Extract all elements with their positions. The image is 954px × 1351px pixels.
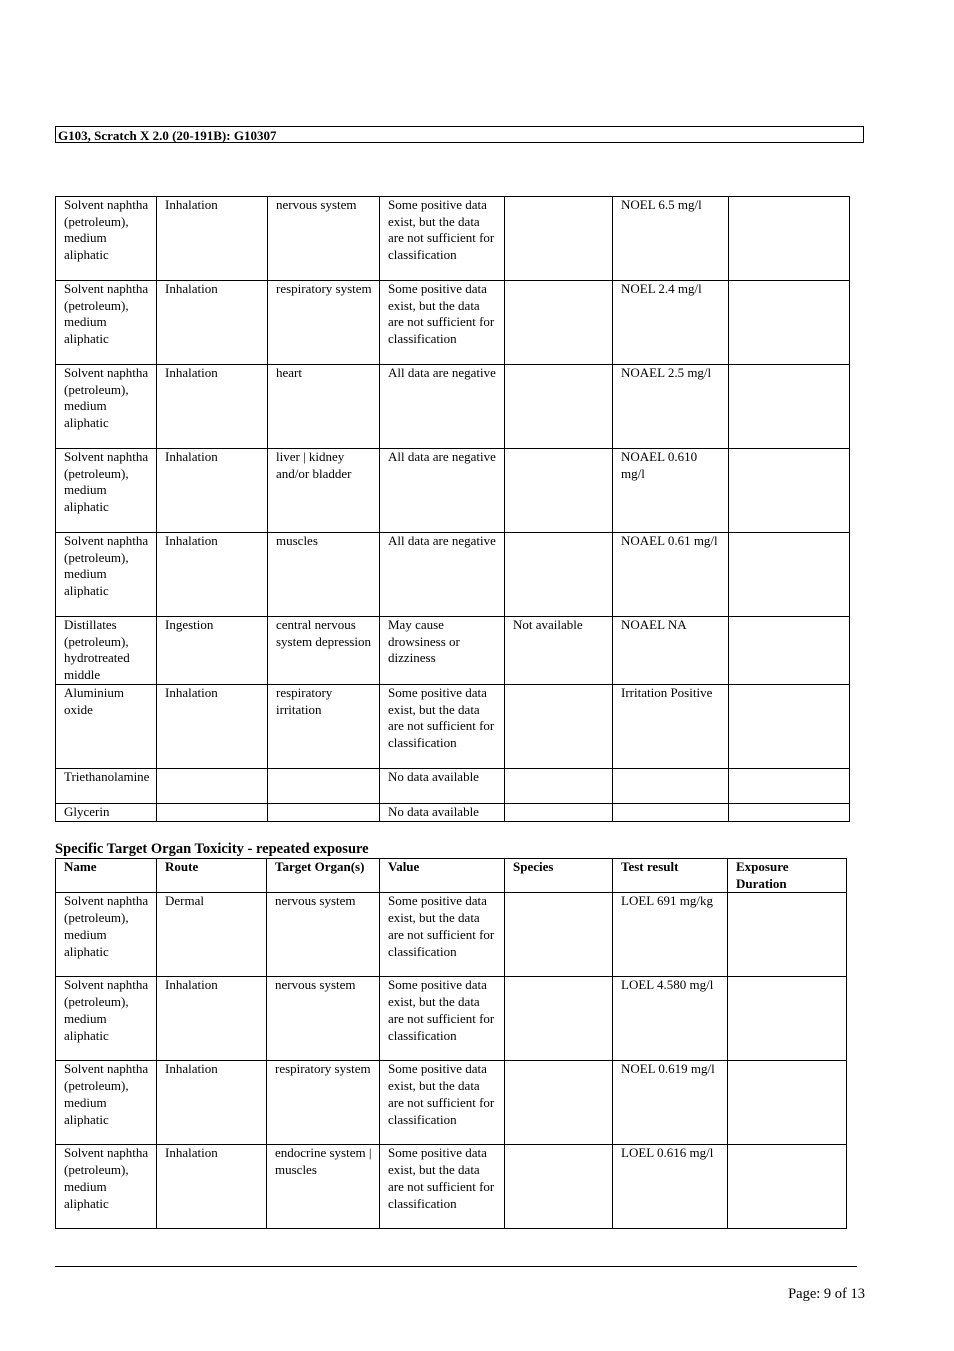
table-row: [56, 768, 850, 803]
cell-duration: [729, 449, 850, 533]
table-row: [56, 449, 850, 533]
col-header-exposure-duration: Exposure Duration: [728, 859, 847, 893]
table-row: [56, 1145, 847, 1229]
cell-duration: [728, 1145, 847, 1229]
cell-duration: [728, 893, 847, 977]
cell-name: Solvent naphtha (petroleum), medium aliphatic: [56, 365, 157, 449]
cell-organ: central nervous system depression: [268, 617, 380, 685]
table-row: [56, 533, 850, 617]
table-row: [56, 893, 847, 977]
col-header-test-result: Test result: [613, 859, 728, 893]
cell-route: Inhalation: [157, 684, 268, 768]
cell-value: All data are negative: [380, 365, 505, 449]
cell-species: [505, 684, 613, 768]
cell-organ: [268, 768, 380, 803]
col-header-route: Route: [157, 859, 267, 893]
col-header-species: Species: [505, 859, 613, 893]
document-header: G103, Scratch X 2.0 (20-191B): G10307: [55, 126, 864, 143]
cell-species: [505, 1061, 613, 1145]
cell-name: Solvent naphtha (petroleum), medium aliphatic: [56, 1145, 157, 1229]
cell-route: Inhalation: [157, 197, 268, 281]
cell-name: Aluminium oxide: [56, 684, 157, 768]
table-row: [56, 684, 850, 768]
repeated-exposure-title: Specific Target Organ Toxicity - repeated exposure: [55, 841, 369, 857]
cell-organ: respiratory system: [267, 1061, 380, 1145]
cell-name: Triethanolamine: [56, 768, 157, 803]
cell-route: Inhalation: [157, 365, 268, 449]
cell-result: LOEL 691 mg/kg: [613, 893, 728, 977]
cell-result: NOEL 0.619 mg/l: [613, 1061, 728, 1145]
cell-name: Solvent naphtha (petroleum), medium aliphatic: [56, 893, 157, 977]
cell-route: [157, 803, 268, 821]
cell-species: [505, 803, 613, 821]
cell-route: Inhalation: [157, 1061, 267, 1145]
cell-species: [505, 533, 613, 617]
cell-value: No data available: [380, 768, 505, 803]
table-row: [56, 281, 850, 365]
cell-name: Solvent naphtha (petroleum), medium aliphatic: [56, 449, 157, 533]
cell-duration: [729, 197, 850, 281]
cell-route: Inhalation: [157, 449, 268, 533]
cell-organ: muscles: [268, 533, 380, 617]
cell-species: [505, 281, 613, 365]
cell-duration: [729, 768, 850, 803]
single-exposure-table: [55, 196, 850, 822]
cell-value: Some positive data exist, but the data are not sufficient for classification: [380, 684, 505, 768]
cell-value: Some positive data exist, but the data are not sufficient for classification: [380, 1061, 505, 1145]
cell-species: Not available: [505, 617, 613, 685]
col-header-target-organs: Target Organ(s): [267, 859, 380, 893]
cell-name: Solvent naphtha (petroleum), medium aliphatic: [56, 1061, 157, 1145]
cell-species: [505, 365, 613, 449]
cell-result: NOEL 6.5 mg/l: [613, 197, 729, 281]
cell-species: [505, 977, 613, 1061]
cell-value: No data available: [380, 803, 505, 821]
col-header-name: Name: [56, 859, 157, 893]
cell-species: [505, 449, 613, 533]
cell-route: Inhalation: [157, 977, 267, 1061]
cell-value: All data are negative: [380, 533, 505, 617]
cell-value: Some positive data exist, but the data are not sufficient for classification: [380, 977, 505, 1061]
cell-name: Glycerin: [56, 803, 157, 821]
cell-organ: endocrine system | muscles: [267, 1145, 380, 1229]
cell-duration: [729, 365, 850, 449]
cell-name: Solvent naphtha (petroleum), medium aliphatic: [56, 197, 157, 281]
table-row: [56, 803, 850, 821]
cell-name: Distillates (petroleum), hydrotreated middle: [56, 617, 157, 685]
cell-value: Some positive data exist, but the data are not sufficient for classification: [380, 197, 505, 281]
cell-result: NOAEL 0.61 mg/l: [613, 533, 729, 617]
cell-duration: [729, 803, 850, 821]
cell-route: Dermal: [157, 893, 267, 977]
cell-duration: [729, 684, 850, 768]
cell-route: Inhalation: [157, 1145, 267, 1229]
cell-value: All data are negative: [380, 449, 505, 533]
cell-result: NOAEL 0.610 mg/l: [613, 449, 729, 533]
cell-result: NOAEL 2.5 mg/l: [613, 365, 729, 449]
cell-duration: [729, 617, 850, 685]
cell-organ: heart: [268, 365, 380, 449]
table-row: [56, 1061, 847, 1145]
table-row: [56, 977, 847, 1061]
table-header-row: [56, 859, 847, 893]
cell-organ: respiratory system: [268, 281, 380, 365]
cell-organ: respiratory irritation: [268, 684, 380, 768]
cell-organ: liver | kidney and/or bladder: [268, 449, 380, 533]
cell-duration: [728, 1061, 847, 1145]
cell-species: [505, 1145, 613, 1229]
cell-name: Solvent naphtha (petroleum), medium aliphatic: [56, 977, 157, 1061]
table-row: [56, 365, 850, 449]
cell-name: Solvent naphtha (petroleum), medium aliphatic: [56, 533, 157, 617]
cell-result: LOEL 0.616 mg/l: [613, 1145, 728, 1229]
cell-name: Solvent naphtha (petroleum), medium aliphatic: [56, 281, 157, 365]
cell-organ: [268, 803, 380, 821]
cell-result: NOEL 2.4 mg/l: [613, 281, 729, 365]
cell-value: May cause drowsiness or dizziness: [380, 617, 505, 685]
cell-species: [505, 893, 613, 977]
cell-value: Some positive data exist, but the data are not sufficient for classification: [380, 281, 505, 365]
cell-value: Some positive data exist, but the data are not sufficient for classification: [380, 893, 505, 977]
footer-divider: [55, 1266, 857, 1267]
cell-duration: [729, 533, 850, 617]
cell-organ: nervous system: [267, 893, 380, 977]
cell-route: Ingestion: [157, 617, 268, 685]
cell-result: NOAEL NA: [613, 617, 729, 685]
cell-organ: nervous system: [267, 977, 380, 1061]
cell-duration: [728, 977, 847, 1061]
cell-value: Some positive data exist, but the data are not sufficient for classification: [380, 1145, 505, 1229]
cell-organ: nervous system: [268, 197, 380, 281]
table-row: [56, 617, 850, 685]
cell-route: Inhalation: [157, 281, 268, 365]
col-header-value: Value: [380, 859, 505, 893]
cell-result: LOEL 4.580 mg/l: [613, 977, 728, 1061]
cell-result: [613, 803, 729, 821]
cell-species: [505, 768, 613, 803]
repeated-exposure-table: [55, 858, 847, 1229]
table-row: [56, 197, 850, 281]
cell-result: [613, 768, 729, 803]
cell-species: [505, 197, 613, 281]
cell-route: [157, 768, 268, 803]
page-number: Page: 9 of 13: [788, 1286, 865, 1302]
cell-route: Inhalation: [157, 533, 268, 617]
cell-result: Irritation Positive: [613, 684, 729, 768]
cell-duration: [729, 281, 850, 365]
